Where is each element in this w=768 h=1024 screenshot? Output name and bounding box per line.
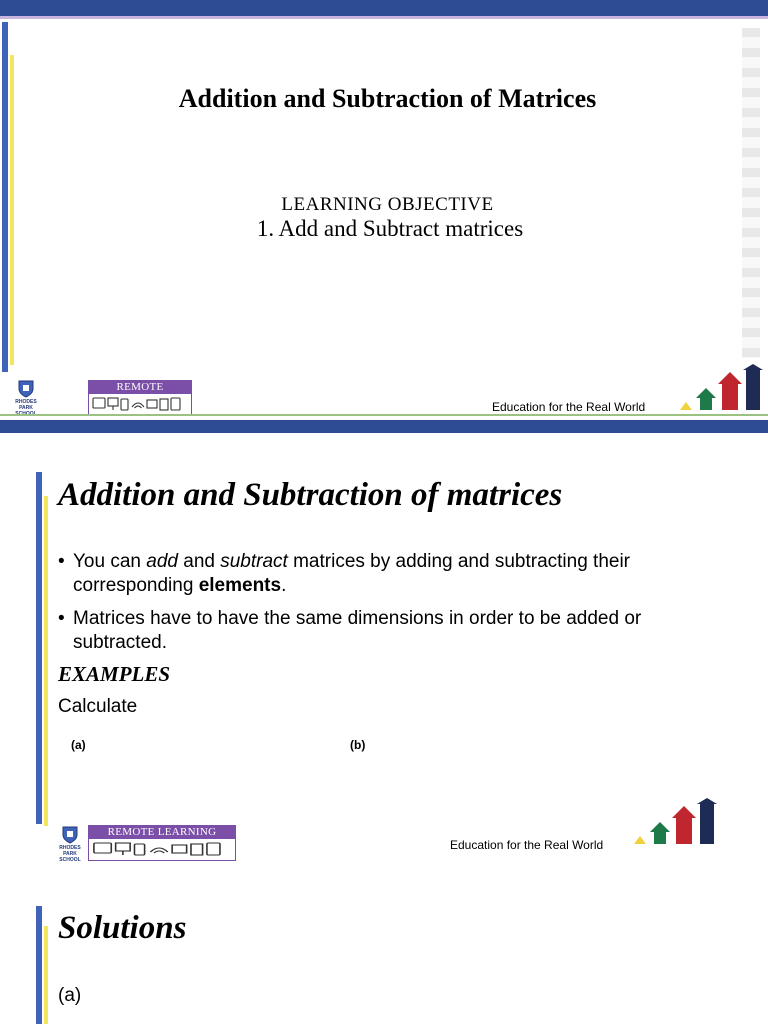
tablet-icon	[134, 844, 144, 855]
header-bar	[0, 420, 768, 433]
header-accent-line	[0, 16, 768, 19]
webcam-icon	[147, 400, 157, 408]
slide-heading: Solutions	[58, 910, 187, 946]
example-label-a: (a)	[71, 738, 86, 752]
learning-objective-item: 1. Add and Subtract matrices	[256, 216, 524, 241]
tablet-icon	[121, 399, 128, 410]
monitor-icon	[108, 398, 118, 406]
monitor-icon	[116, 843, 130, 851]
solution-label-a: (a)	[58, 985, 82, 1006]
left-accent-bar-blue	[36, 906, 42, 1024]
slide-title	[0, 0, 768, 420]
bullet-item: • You can add and subtract matrices by adding and subtracting their corresponding elements.	[58, 550, 738, 598]
instruction-text: Calculate	[58, 696, 138, 717]
computer-icon	[94, 843, 111, 853]
emphasis-subtract: subtract	[220, 551, 288, 572]
slide-heading: Addition and Subtraction of matrices	[58, 477, 563, 513]
left-accent-bar-yellow	[44, 926, 48, 1024]
slide-solutions	[0, 880, 768, 1024]
example-label-b: (b)	[350, 738, 366, 752]
remote-learning-badge	[88, 825, 236, 861]
footer-tagline: Education for the Real World	[492, 400, 646, 414]
growth-arrows-icon	[630, 798, 720, 844]
growth-arrows-icon	[676, 364, 766, 410]
bullet-list	[58, 550, 738, 655]
device-icons-row	[91, 840, 233, 860]
computer-icon	[93, 398, 105, 408]
remote-learning-badge-text: REMOTE LEARNING	[89, 381, 191, 394]
examples-heading: EXAMPLES	[58, 662, 171, 686]
emphasis-add: add	[146, 551, 178, 572]
school-crest-icon	[58, 826, 82, 863]
webcam-icon	[172, 845, 186, 853]
phone-icon	[171, 398, 180, 410]
left-accent-bar-blue	[36, 472, 42, 824]
remote-learning-badge-text: REMOTE LEARNING	[89, 826, 235, 839]
emphasis-elements: elements	[198, 575, 282, 596]
bullet-item: • Matrices have to have the same dimensions in order to be added or subtracted.	[58, 607, 738, 655]
footer-divider	[0, 414, 768, 416]
left-accent-bar-yellow	[44, 496, 48, 826]
footer-tagline: Education for the Real World	[450, 838, 604, 852]
slide-title-heading: Addition and Subtraction of Matrices	[178, 84, 597, 113]
slide-addition-subtraction	[0, 420, 768, 880]
school-name: RHODES PARK	[15, 399, 37, 411]
decorative-pattern-strip	[742, 28, 760, 358]
device-icons-row	[91, 395, 189, 415]
school-name: RHODES PARK SCHOOL	[59, 845, 81, 863]
header-bar	[0, 0, 768, 16]
book-icon	[160, 399, 168, 410]
learning-objective-label: LEARNING OBJECTIVE	[281, 194, 494, 215]
school-crest-icon	[14, 380, 38, 414]
book-icon	[191, 844, 203, 855]
phone-icon	[207, 843, 220, 855]
remote-learning-badge	[88, 380, 192, 416]
